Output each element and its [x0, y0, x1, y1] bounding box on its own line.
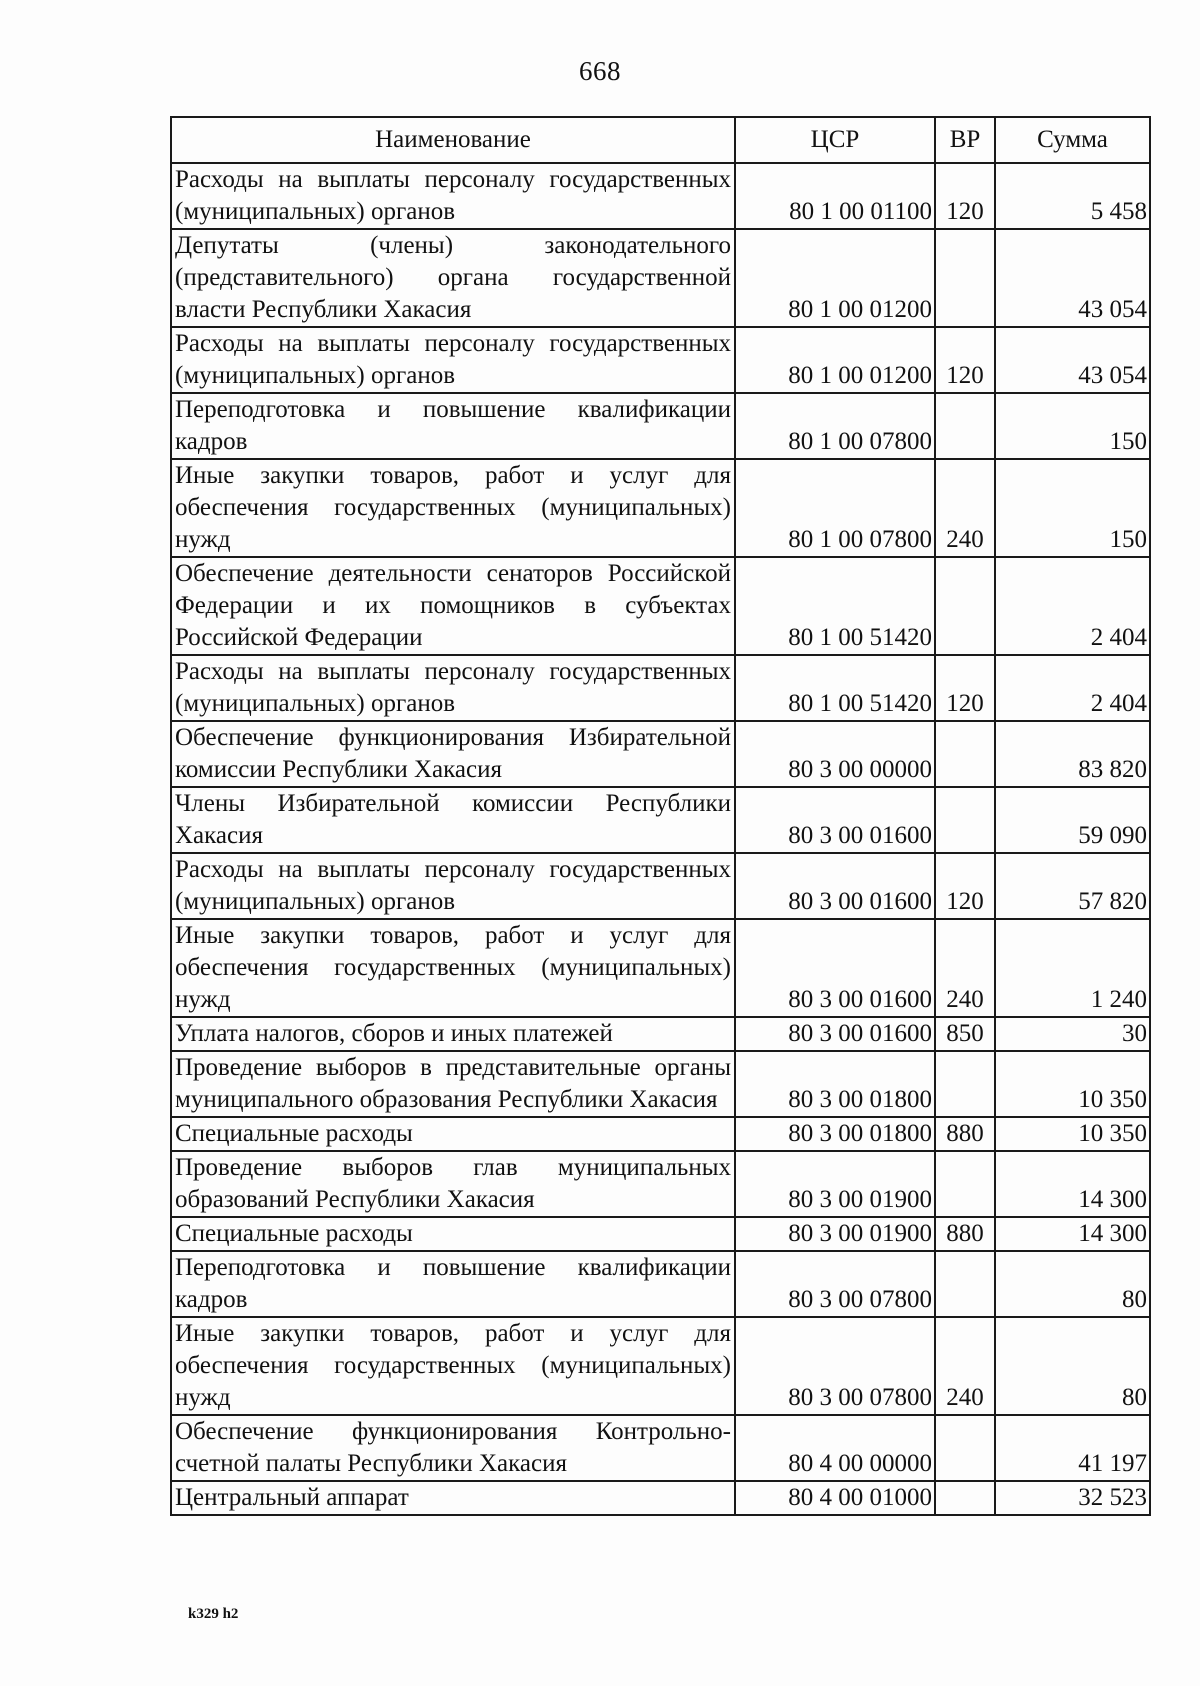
header-name: Наименование — [171, 117, 735, 163]
cell-sum: 80 — [995, 1317, 1150, 1415]
cell-csr: 80 3 00 01800 — [735, 1117, 935, 1151]
cell-name: Иные закупки товаров, работ и услуг для обеспечения государственных (муниципальных) нужд — [171, 459, 735, 557]
cell-name: Депутаты (члены) законодательного (представительного) органа государственной власти Республики Хакасия — [171, 229, 735, 327]
table-row — [171, 1317, 1150, 1415]
cell-sum: 32 523 — [995, 1481, 1150, 1515]
cell-sum: 41 197 — [995, 1415, 1150, 1481]
table-row — [171, 1151, 1150, 1217]
cell-sum: 10 350 — [995, 1051, 1150, 1117]
table-row — [171, 1017, 1150, 1051]
cell-sum: 59 090 — [995, 787, 1150, 853]
cell-name: Расходы на выплаты персоналу государственных (муниципальных) органов — [171, 327, 735, 393]
table-row — [171, 393, 1150, 459]
cell-sum: 83 820 — [995, 721, 1150, 787]
cell-name: Проведение выборов глав муниципальных образований Республики Хакасия — [171, 1151, 735, 1217]
table-row — [171, 787, 1150, 853]
cell-name: Обеспечение функционирования Контрольно-счетной палаты Республики Хакасия — [171, 1415, 735, 1481]
table-row — [171, 853, 1150, 919]
cell-vr: 240 — [935, 919, 995, 1017]
cell-csr: 80 3 00 07800 — [735, 1251, 935, 1317]
header-row — [171, 117, 1150, 163]
cell-vr — [935, 787, 995, 853]
cell-vr — [935, 1151, 995, 1217]
cell-sum: 2 404 — [995, 655, 1150, 721]
cell-csr: 80 4 00 01000 — [735, 1481, 935, 1515]
cell-csr: 80 3 00 01600 — [735, 1017, 935, 1051]
table-row — [171, 557, 1150, 655]
table-row — [171, 721, 1150, 787]
cell-name: Расходы на выплаты персоналу государственных (муниципальных) органов — [171, 853, 735, 919]
cell-csr: 80 3 00 00000 — [735, 721, 935, 787]
cell-csr: 80 3 00 01800 — [735, 1051, 935, 1117]
footer-code: k329 h2 — [188, 1606, 239, 1622]
table-row — [171, 1051, 1150, 1117]
cell-vr — [935, 1415, 995, 1481]
cell-sum: 80 — [995, 1251, 1150, 1317]
cell-sum: 2 404 — [995, 557, 1150, 655]
table-row — [171, 459, 1150, 557]
cell-vr — [935, 229, 995, 327]
header-csr: ЦСР — [735, 117, 935, 163]
table-row — [171, 1117, 1150, 1151]
cell-vr: 880 — [935, 1117, 995, 1151]
cell-name: Проведение выборов в представительные органы муниципального образования Республики Хакасия — [171, 1051, 735, 1117]
cell-vr — [935, 721, 995, 787]
cell-name: Уплата налогов, сборов и иных платежей — [171, 1017, 735, 1051]
table-row — [171, 655, 1150, 721]
cell-name: Специальные расходы — [171, 1217, 735, 1251]
cell-vr: 880 — [935, 1217, 995, 1251]
cell-csr: 80 1 00 01200 — [735, 327, 935, 393]
cell-vr: 120 — [935, 163, 995, 229]
cell-sum: 1 240 — [995, 919, 1150, 1017]
cell-vr: 120 — [935, 655, 995, 721]
header-sum: Сумма — [995, 117, 1150, 163]
cell-csr: 80 3 00 01900 — [735, 1217, 935, 1251]
cell-sum: 30 — [995, 1017, 1150, 1051]
cell-csr: 80 1 00 01200 — [735, 229, 935, 327]
cell-sum: 43 054 — [995, 327, 1150, 393]
cell-name: Центральный аппарат — [171, 1481, 735, 1515]
table-row — [171, 1415, 1150, 1481]
cell-vr: 240 — [935, 1317, 995, 1415]
cell-vr — [935, 557, 995, 655]
cell-sum: 57 820 — [995, 853, 1150, 919]
cell-csr: 80 1 00 07800 — [735, 393, 935, 459]
cell-vr: 850 — [935, 1017, 995, 1051]
cell-vr: 120 — [935, 327, 995, 393]
cell-csr: 80 3 00 01600 — [735, 853, 935, 919]
cell-name: Расходы на выплаты персоналу государственных (муниципальных) органов — [171, 655, 735, 721]
cell-csr: 80 4 00 00000 — [735, 1415, 935, 1481]
cell-csr: 80 1 00 07800 — [735, 459, 935, 557]
cell-name: Переподготовка и повышение квалификации кадров — [171, 393, 735, 459]
cell-csr: 80 1 00 51420 — [735, 655, 935, 721]
cell-vr — [935, 393, 995, 459]
table-row — [171, 1251, 1150, 1317]
cell-csr: 80 3 00 01900 — [735, 1151, 935, 1217]
cell-sum: 43 054 — [995, 229, 1150, 327]
cell-name: Обеспечение деятельности сенаторов Российской Федерации и их помощников в субъектах Российской Федерации — [171, 557, 735, 655]
cell-vr: 240 — [935, 459, 995, 557]
table-header — [171, 117, 1150, 163]
cell-name: Члены Избирательной комиссии Республики Хакасия — [171, 787, 735, 853]
cell-csr: 80 1 00 51420 — [735, 557, 935, 655]
cell-name: Иные закупки товаров, работ и услуг для обеспечения государственных (муниципальных) нужд — [171, 1317, 735, 1415]
cell-name: Расходы на выплаты персоналу государственных (муниципальных) органов — [171, 163, 735, 229]
cell-vr — [935, 1251, 995, 1317]
cell-vr — [935, 1051, 995, 1117]
cell-name: Специальные расходы — [171, 1117, 735, 1151]
cell-sum: 14 300 — [995, 1151, 1150, 1217]
cell-csr: 80 3 00 01600 — [735, 919, 935, 1017]
cell-csr: 80 1 00 01100 — [735, 163, 935, 229]
table-row — [171, 1481, 1150, 1515]
cell-csr: 80 3 00 01600 — [735, 787, 935, 853]
cell-sum: 150 — [995, 459, 1150, 557]
page-number: 668 — [579, 56, 621, 86]
cell-sum: 150 — [995, 393, 1150, 459]
cell-name: Переподготовка и повышение квалификации кадров — [171, 1251, 735, 1317]
cell-vr — [935, 1481, 995, 1515]
header-vr: ВР — [935, 117, 995, 163]
table-row — [171, 919, 1150, 1017]
cell-csr: 80 3 00 07800 — [735, 1317, 935, 1415]
cell-sum: 14 300 — [995, 1217, 1150, 1251]
table-row — [171, 229, 1150, 327]
table-body — [171, 163, 1150, 1515]
cell-sum: 10 350 — [995, 1117, 1150, 1151]
cell-vr: 120 — [935, 853, 995, 919]
table-row — [171, 1217, 1150, 1251]
cell-name: Обеспечение функционирования Избирательной комиссии Республики Хакасия — [171, 721, 735, 787]
cell-name: Иные закупки товаров, работ и услуг для обеспечения государственных (муниципальных) нужд — [171, 919, 735, 1017]
cell-sum: 5 458 — [995, 163, 1150, 229]
table-row — [171, 327, 1150, 393]
budget-table — [170, 116, 1151, 1516]
table-row — [171, 163, 1150, 229]
